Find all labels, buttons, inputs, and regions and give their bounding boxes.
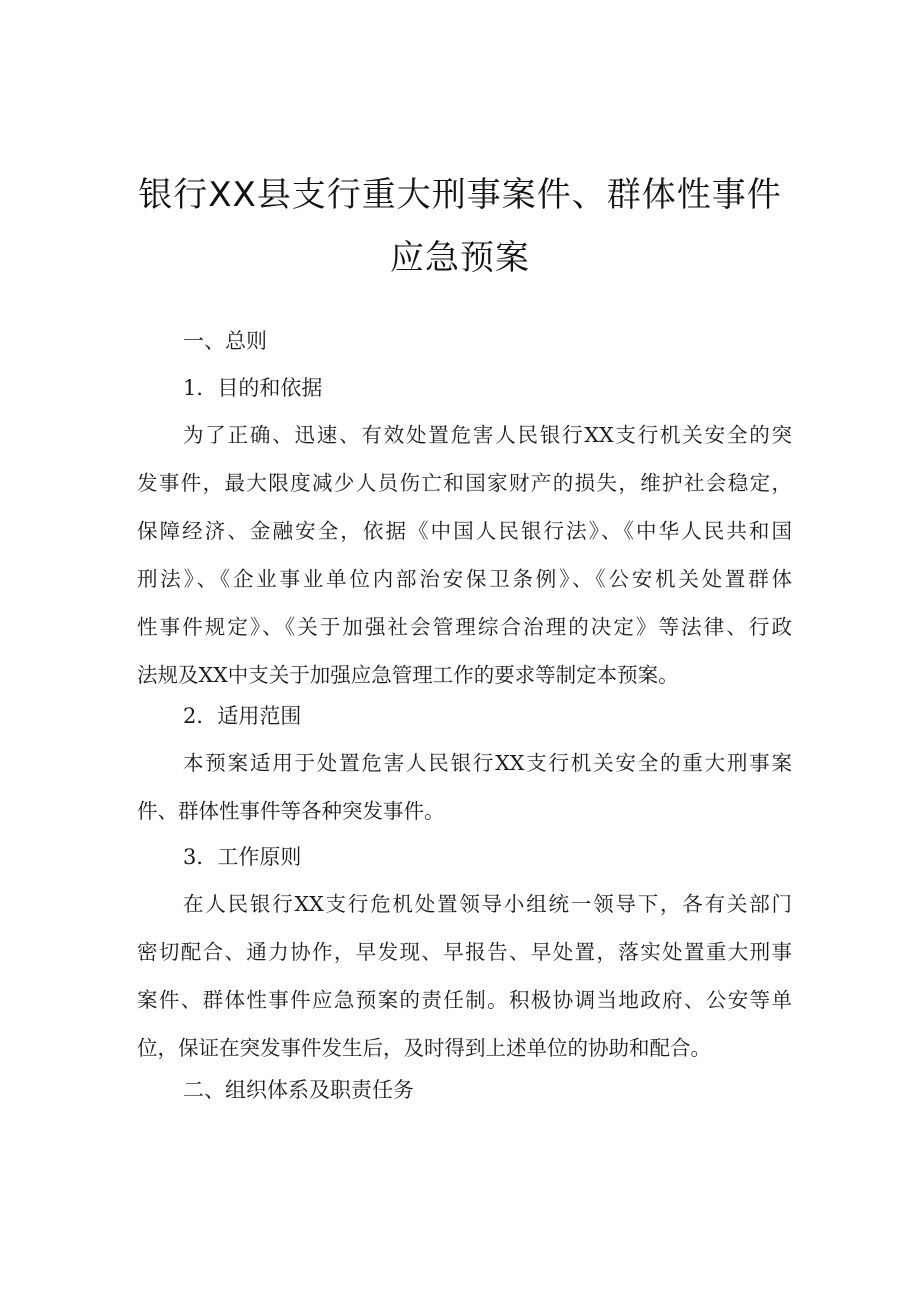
subsection-heading-purpose: 1．目的和依据 [183, 376, 323, 400]
paragraph-line: 保障经济、金融安全，依据《中国人民银行法》、《中华人民共和国 [137, 519, 792, 543]
paragraph-line: 性事件规定》、《关于加强社会管理综合治理的决定》等法律、行政 [137, 615, 792, 639]
subsection-heading-principles: 3．工作原则 [183, 845, 302, 869]
paragraph-line: 位，保证在突发事件发生后，及时得到上述单位的协助和配合。 [137, 1036, 711, 1060]
section-heading-organization: 二、组织体系及职责任务 [183, 1078, 414, 1102]
paragraph-scope [137, 751, 792, 847]
paragraph-purpose [137, 423, 792, 711]
document-title-line-2: 应急预案 [390, 238, 530, 278]
paragraph-principles [137, 892, 792, 1084]
paragraph-line: 刑法》、《企业事业单位内部治安保卫条例》、《公安机关处置群体 [137, 567, 792, 591]
paragraph-line: 件、群体性事件等各种突发事件。 [137, 799, 445, 823]
paragraph-line: 为了正确、迅速、有效处置危害人民银行XX支行机关安全的突 [183, 423, 792, 447]
document-title-line-1: 银行XX县支行重大刑事案件、群体性事件 [138, 175, 782, 215]
section-heading-general: 一、总则 [183, 329, 267, 353]
paragraph-line: 密切配合、通力协作，早发现、早报告、早处置，落实处置重大刑事 [137, 940, 792, 964]
paragraph-line: 法规及XX中支关于加强应急管理工作的要求等制定本预案。 [137, 663, 679, 687]
paragraph-line: 案件、群体性事件应急预案的责任制。积极协调当地政府、公安等单 [137, 988, 792, 1012]
paragraph-line: 本预案适用于处置危害人民银行XX支行机关安全的重大刑事案 [183, 751, 792, 775]
paragraph-line: 在人民银行XX支行危机处置领导小组统一领导下，各有关部门 [183, 892, 792, 916]
paragraph-line: 发事件，最大限度减少人员伤亡和国家财产的损失，维护社会稳定， [137, 471, 792, 495]
subsection-heading-scope: 2．适用范围 [183, 704, 302, 728]
